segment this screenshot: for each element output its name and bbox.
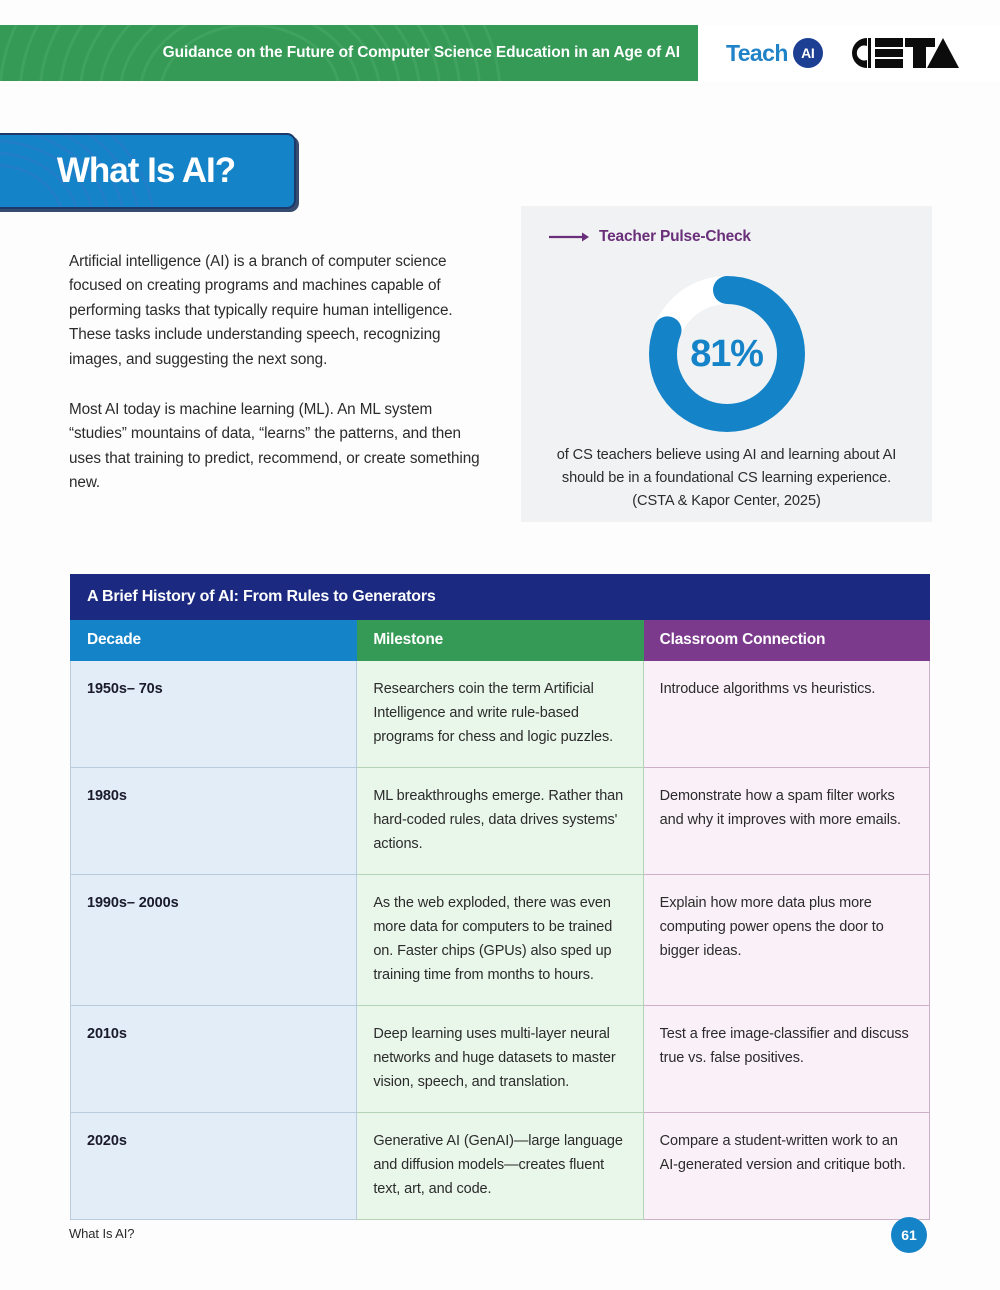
page-header-bar bbox=[0, 25, 698, 81]
section-title-banner bbox=[0, 133, 296, 209]
cell-milestone: Researchers coin the term Artificial Intelligence and write rule-based programs for chess and logic puzzles. bbox=[357, 661, 643, 768]
cell-decade: 2010s bbox=[71, 1006, 357, 1113]
page-number-badge: 61 bbox=[891, 1217, 927, 1253]
footer-section-label: What Is AI? bbox=[69, 1226, 135, 1241]
table-row bbox=[71, 875, 930, 1006]
intro-text-column bbox=[69, 250, 489, 496]
intro-paragraph-2: Most AI today is machine learning (ML). An ML system “studies” mountains of data, “learns” the patterns, and then uses that training to predict, recommend, or create something new. bbox=[69, 401, 480, 492]
cell-decade: 2020s bbox=[71, 1113, 357, 1220]
pulse-check-donut-wrap bbox=[521, 268, 932, 440]
table-header-row bbox=[71, 620, 930, 661]
table-row bbox=[71, 661, 930, 768]
column-header-milestone[interactable]: Milestone bbox=[357, 620, 643, 661]
teachai-logo[interactable] bbox=[726, 38, 823, 68]
header-logo-group bbox=[698, 25, 1000, 81]
table-row bbox=[71, 1006, 930, 1113]
table-row bbox=[71, 768, 930, 875]
arrow-right-icon bbox=[549, 230, 589, 244]
teachai-ai-badge-icon: AI bbox=[793, 38, 823, 68]
cell-classroom: Demonstrate how a spam filter works and why it improves with more emails. bbox=[643, 768, 929, 875]
cell-milestone: Deep learning uses multi-layer neural networks and huge datasets to master vision, speech, and translation. bbox=[357, 1006, 643, 1113]
pulse-check-caption: of CS teachers believe using AI and learning about AI should be in a foundational CS learning experience. (CSTA & Kapor Center, 2025) bbox=[556, 447, 897, 509]
pulse-check-heading bbox=[549, 228, 751, 246]
cell-classroom: Compare a student-written work to an AI-generated version and critique both. bbox=[643, 1113, 929, 1220]
teachai-wordmark: Teach bbox=[726, 39, 788, 66]
cell-milestone: ML breakthroughs emerge. Rather than hard-coded rules, data drives systems' actions. bbox=[357, 768, 643, 875]
table-title-row bbox=[71, 575, 930, 620]
intro-paragraph-1: Artificial intelligence (AI) is a branch of computer science focused on creating programs and machines capable of performing tasks that typically require human intelligence. These tasks include understanding speech, recognizing images, and suggesting the next song. bbox=[69, 253, 453, 368]
pulse-check-heading-text: Teacher Pulse-Check bbox=[599, 228, 751, 245]
cell-decade: 1950s– 70s bbox=[71, 661, 357, 768]
page-title: What Is AI? bbox=[56, 151, 236, 190]
cell-classroom: Test a free image-classifier and discuss true vs. false positives. bbox=[643, 1006, 929, 1113]
donut-chart bbox=[641, 268, 813, 440]
cell-decade: 1990s– 2000s bbox=[71, 875, 357, 1006]
cell-classroom: Explain how more data plus more computing power opens the door to bigger ideas. bbox=[643, 875, 929, 1006]
teacher-pulse-check-panel bbox=[521, 206, 932, 522]
column-header-classroom[interactable]: Classroom Connection bbox=[643, 620, 929, 661]
csta-logo-icon[interactable] bbox=[845, 36, 961, 70]
cell-milestone: As the web exploded, there was even more data for computers to be trained on. Faster chips (GPUs) also sped up training time from months to hours. bbox=[357, 875, 643, 1006]
history-of-ai-table bbox=[70, 574, 930, 1220]
table-row bbox=[71, 1113, 930, 1220]
cell-decade: 1980s bbox=[71, 768, 357, 875]
cell-milestone: Generative AI (GenAI)—large language and diffusion models—creates fluent text, art, and code. bbox=[357, 1113, 643, 1220]
column-header-decade[interactable]: Decade bbox=[71, 620, 357, 661]
header-title-text: Guidance on the Future of Computer Science Education in an Age of AI bbox=[162, 44, 680, 61]
donut-center-value: 81% bbox=[690, 332, 763, 375]
table-title: A Brief History of AI: From Rules to Generators bbox=[71, 575, 930, 620]
cell-classroom: Introduce algorithms vs heuristics. bbox=[643, 661, 929, 768]
